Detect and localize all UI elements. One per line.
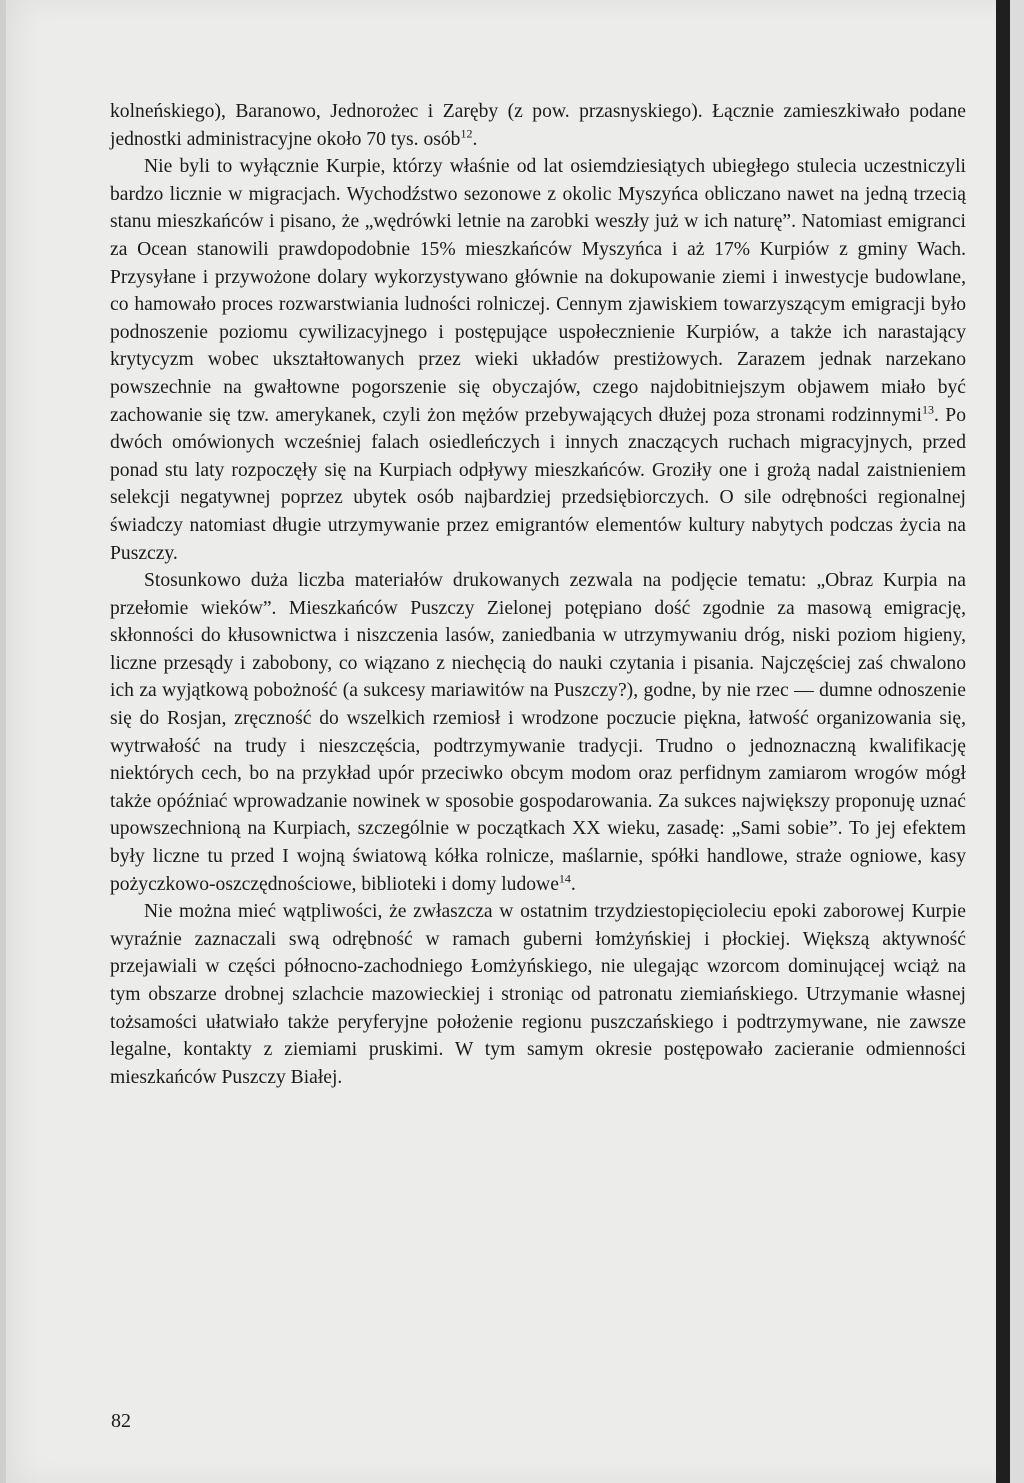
- paragraph-1: [110, 98, 966, 153]
- paragraph-3-tail: .: [570, 873, 576, 895]
- footnote-ref-13: 13: [921, 402, 934, 416]
- footnote-ref-14: 14: [558, 871, 571, 886]
- page-right-edge-shadow: [996, 0, 1010, 1483]
- paragraph-3-text: Stosunkowo duża liczba materiałów drukowanych zezwala na podjęcie tematu: „Obraz Kurpia na przełomie wieków”. Mieszkańców Puszczy Zielonej potępiano dość zgodnie za masową emigrację, skłonności do kłusownictwa i niszczenia lasów, zaniedbania w utrzymywaniu dróg, niski poziom higieny, liczne przesądy i zabobony, co wiązano z niechęcią do nauki czytania i pisania. Najczęściej zaś chwalono ich za wyjątkową pobożność (a sukcesy mariawitów na Puszczy?), godne, by nie rzec — dumne odnoszenie się do Rosjan, zręczność do wszelkich rzemiosł i wrodzone poczucie piękna, łatwość organizowania się, wytrwałość na trudy i nieszczęścia, podtrzymywanie tradycji. Trudno o jednoznaczną kwalifikację niektórych cech, bo na przykład upór przeciwko obcym modom oraz perfidnym zamiarom wrogów mógł także opóźniać wprowadzanie nowinek w sposobie gospodarowania. Za sukces największy proponuję uznać upowszechnioną na Kurpiach, szczególnie w początkach XX wieku, zasadę: „Sami sobie”. To jej efektem były liczne tu przed I wojną światową kółka rolnicze, maślarnie, spółki handlowe, straże ogniowe, kasy pożyczkowo-oszczędnościowe, biblioteki i domy ludowe: [110, 570, 966, 895]
- paragraph-4-text: Nie można mieć wątpliwości, że zwłaszcza w ostatnim trzydziestopięcioleciu epoki zaborowej Kurpie wyraźnie zaznaczali swą odrębność w ramach guberni łomżyńskiej i płockiej. Większą aktywność przejawiali w części północno-zachodniego Łomżyńskiego, nie ulegając wzorcom dominującej wciąż na tym obszarze drobnej szlachcie mazowieckiej i stroniąc od patronatu ziemiańskiego. Utrzymanie własnej tożsamości ułatwiało także peryferyjne położenie regionu puszczańskiego i podtrzymywane, nie zawsze legalne, kontakty z ziemiami pruskimi. W tym samym okresie postępowało zacieranie odmienności mieszkańców Puszczy Białej.: [110, 901, 966, 1088]
- page-left-edge: [0, 0, 6, 1483]
- paragraph-3: [110, 567, 966, 898]
- paragraph-2-tail: . Po dwóch omówionych wcześniej falach osiedleńczych i innych znaczących ruchach migracyjnych, przed ponad stu laty rozpoczęły się na Kurpiach odpływy mieszkańców. Groziły one i grożą nadal zaistnieniem selekcji negatywnej poprzez ubytek osób najbardziej przedsiębiorczych. O sile odrębności regionalnej świadczy natomiast długie utrzymywanie przez emigrantów elementów kultury nabytych podczas życia na Puszczy.: [110, 404, 966, 564]
- body-text: [110, 98, 966, 1091]
- paragraph-1-text: kolneńskiego), Baranowo, Jednorożec i Zaręby (z pow. przasnyskiego). Łącznie zamieszkiwało podane jednostki administracyjne około 70 tys. osób: [110, 101, 966, 150]
- paragraph-2: [110, 153, 966, 567]
- page-number: 82: [111, 1410, 131, 1432]
- paragraph-1-tail: .: [472, 128, 478, 150]
- paragraph-2-text: Nie byli to wyłącznie Kurpie, którzy właśnie od lat osiemdziesiątych ubiegłego stulecia uczestniczyli bardzo licznie w migracjach. Wychodźstwo sezonowe z okolic Myszyńca obliczano nawet na jedną trzecią stanu mieszkańców i pisano, że „wędrówki letnie na zarobki weszły już w ich naturę”. Natomiast emigranci za Ocean stanowili prawdopodobnie 15% mieszkańców Myszyńca i aż 17% Kurpiów z gminy Wach. Przysyłane i przywożone dolary wykorzystywano głównie na dokupowanie ziemi i inwestycje budowlane, co hamowało proces rozwarstwiania ludności rolniczej. Cennym zjawiskiem towarzyszącym emigracji było podnoszenie poziomu cywilizacyjnego i postępujące uspołecznienie Kurpiów, a także ich narastający krytycyzm wobec ukształtowanych przez wieki układów prestiżowych. Zarazem jednak narzekano powszechnie na gwałtowne pogorszenie się obyczajów, czego najdobitniejszym objawem miało być zachowanie się tzw. amerykanek, czyli żon mężów przebywających dłużej poza stronami rodzinnymi: [110, 156, 966, 426]
- footnote-ref-12: 12: [460, 126, 473, 141]
- paragraph-4: [110, 898, 966, 1091]
